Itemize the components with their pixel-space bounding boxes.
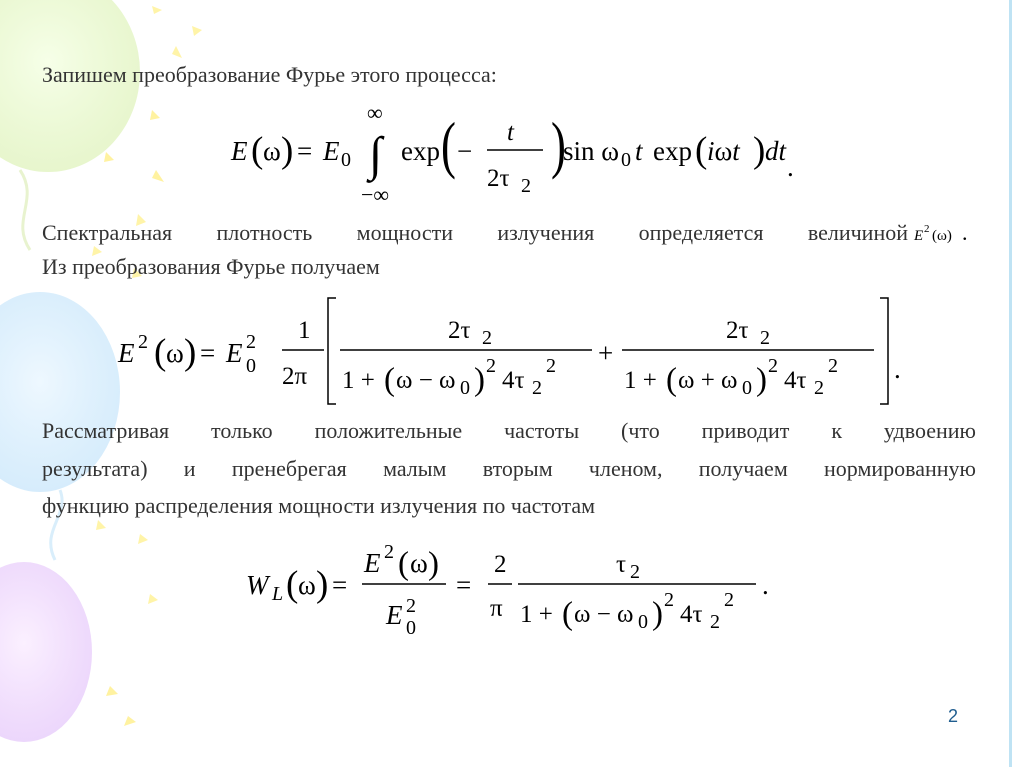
svg-text:sin ω: sin ω — [563, 136, 620, 166]
svg-text:L: L — [272, 583, 284, 605]
svg-text:): ) — [474, 362, 485, 398]
svg-text:.: . — [787, 152, 794, 182]
svg-text:(: ( — [562, 596, 573, 632]
svg-text:exp: exp — [401, 136, 440, 166]
svg-text:2: 2 — [768, 355, 778, 377]
svg-text:E: E — [118, 338, 135, 368]
normalized-distribution-formula — [240, 534, 790, 646]
svg-text:2: 2 — [924, 223, 930, 235]
svg-text:): ) — [316, 564, 329, 605]
svg-text:(ω): (ω) — [932, 228, 952, 244]
svg-text:(: ( — [286, 564, 299, 605]
svg-text:2: 2 — [138, 331, 148, 353]
svg-text:=: = — [297, 136, 313, 166]
svg-text:): ) — [753, 130, 766, 171]
svg-text:(: ( — [666, 362, 677, 398]
svg-text:2: 2 — [494, 551, 507, 578]
svg-text:2τ: 2τ — [726, 317, 749, 344]
svg-text:ω − ω: ω − ω — [396, 367, 456, 394]
paragraph-line-2: результата) и пренебрегая малым вторым членом, получаем нормированную — [42, 456, 976, 481]
svg-text:E: E — [914, 228, 924, 244]
power-spectrum-formula — [112, 292, 912, 412]
svg-text:1 +: 1 + — [520, 601, 553, 628]
svg-text:W: W — [246, 570, 269, 600]
inline-e-squared-formula — [912, 220, 982, 248]
svg-text:E: E — [231, 136, 248, 166]
svg-text:0: 0 — [406, 617, 416, 639]
svg-text:(: ( — [398, 546, 409, 582]
svg-text:2: 2 — [664, 589, 674, 611]
svg-text:2: 2 — [814, 377, 824, 399]
svg-text:E: E — [386, 600, 403, 630]
svg-text:): ) — [551, 109, 566, 180]
svg-text:2τ: 2τ — [487, 165, 510, 192]
svg-text:t: t — [507, 119, 514, 146]
svg-text:): ) — [652, 596, 663, 632]
page-number: 2 — [948, 706, 959, 726]
svg-text:2: 2 — [546, 355, 556, 377]
svg-text:4τ: 4τ — [680, 601, 703, 628]
svg-text:(: ( — [441, 109, 456, 180]
svg-text:∞: ∞ — [367, 100, 383, 125]
svg-text:=: = — [332, 570, 348, 600]
svg-text:2: 2 — [406, 595, 416, 617]
svg-text:E: E — [364, 548, 381, 578]
svg-text:): ) — [756, 362, 767, 398]
svg-text:): ) — [184, 332, 197, 373]
svg-text:0: 0 — [621, 149, 631, 171]
svg-text:0: 0 — [246, 355, 256, 377]
svg-text:2π: 2π — [282, 363, 308, 390]
intro-text: Запишем преобразование Фурье этого процесса: — [42, 62, 497, 87]
svg-text:−∞: −∞ — [361, 182, 390, 207]
svg-text:t: t — [635, 136, 643, 166]
svg-text:+: + — [598, 338, 614, 368]
svg-text:ω: ω — [410, 548, 428, 578]
svg-text:2: 2 — [532, 377, 542, 399]
svg-text:τ: τ — [616, 551, 627, 578]
svg-text:ω: ω — [263, 136, 281, 166]
svg-text:(: ( — [251, 130, 264, 171]
svg-text:): ) — [281, 130, 294, 171]
svg-text:1 +: 1 + — [624, 367, 657, 394]
svg-text:exp: exp — [653, 136, 692, 166]
svg-text:dt: dt — [765, 136, 787, 166]
spectral-density-text: Спектральная плотность мощности излучения определяется величиной — [42, 220, 908, 245]
svg-text:2: 2 — [630, 561, 640, 583]
svg-text:2τ: 2τ — [448, 317, 471, 344]
fourier-transform-formula — [225, 100, 805, 210]
fourier-result-text: Из преобразования Фурье получаем — [42, 254, 380, 279]
svg-text:0: 0 — [460, 377, 470, 399]
svg-text:0: 0 — [742, 377, 752, 399]
svg-text:−: − — [457, 136, 473, 166]
svg-text:ω + ω: ω + ω — [678, 367, 738, 394]
svg-text:4τ: 4τ — [784, 367, 807, 394]
svg-text:2: 2 — [384, 541, 394, 563]
svg-text:.: . — [762, 570, 769, 600]
svg-text:(: ( — [384, 362, 395, 398]
svg-text:2: 2 — [521, 175, 531, 197]
svg-text:=: = — [200, 338, 216, 368]
svg-text:∫: ∫ — [369, 128, 383, 181]
svg-text:=: = — [456, 570, 472, 600]
right-edge-bar — [1009, 0, 1012, 767]
svg-text:1 +: 1 + — [342, 367, 375, 394]
svg-text:(: ( — [695, 130, 708, 171]
svg-text:2: 2 — [486, 355, 496, 377]
svg-text:0: 0 — [341, 149, 351, 171]
svg-text:0: 0 — [638, 611, 648, 633]
svg-text:E: E — [323, 136, 340, 166]
svg-text:4τ: 4τ — [502, 367, 525, 394]
svg-text:iωt: iωt — [707, 136, 740, 166]
svg-text:π: π — [490, 595, 503, 622]
svg-text:2: 2 — [760, 327, 770, 349]
svg-text:2: 2 — [724, 589, 734, 611]
paragraph-line-1: Рассматривая только положительные частоты (что приводит к удвоению — [42, 418, 976, 443]
svg-text:2: 2 — [482, 327, 492, 349]
paragraph-line-3: функцию распределения мощности излучения по частотам — [42, 493, 596, 518]
svg-text:): ) — [428, 546, 439, 582]
svg-text:(: ( — [154, 332, 167, 373]
svg-text:1: 1 — [298, 317, 311, 344]
svg-text:ω: ω — [298, 570, 316, 600]
svg-text:ω − ω: ω − ω — [574, 601, 634, 628]
svg-text:.: . — [894, 354, 901, 384]
svg-text:2: 2 — [710, 611, 720, 633]
svg-text:E: E — [226, 338, 243, 368]
svg-text:2: 2 — [828, 355, 838, 377]
svg-text:.: . — [962, 220, 968, 245]
svg-text:2: 2 — [246, 331, 256, 353]
svg-text:ω: ω — [166, 338, 184, 368]
